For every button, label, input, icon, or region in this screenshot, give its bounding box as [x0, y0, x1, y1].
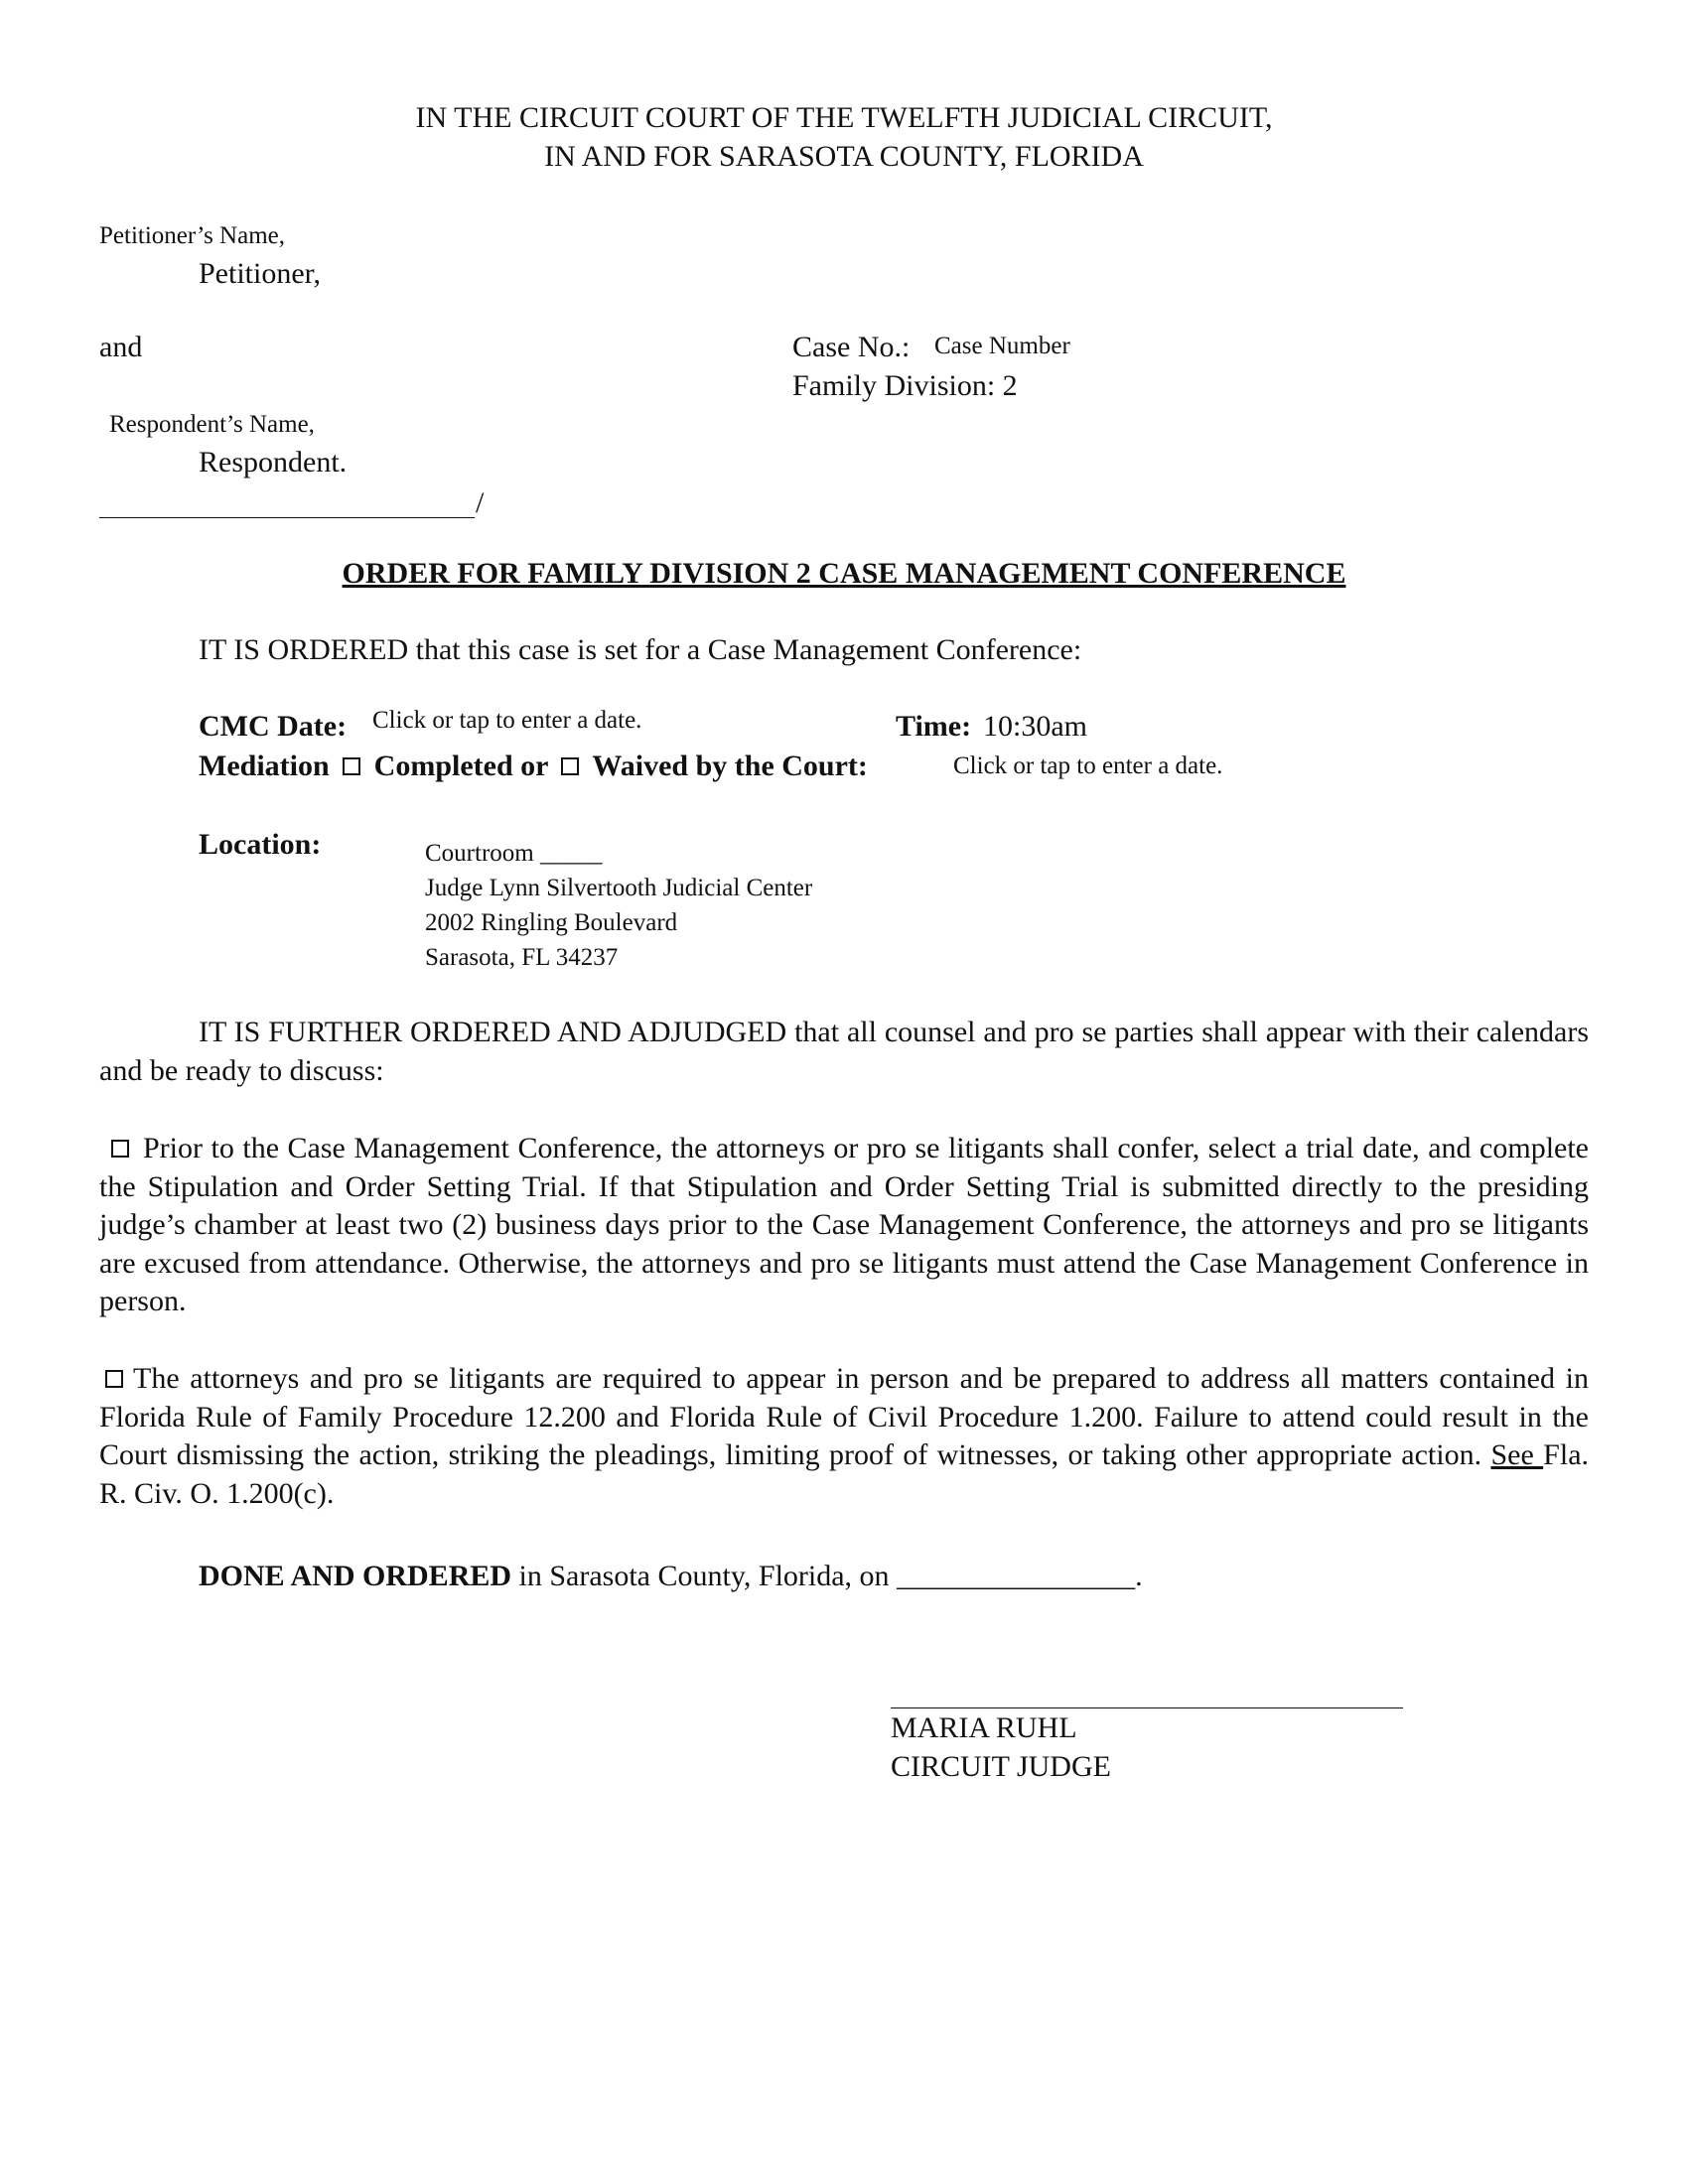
- option-1-paragraph: [99, 1130, 1589, 1321]
- cmc-date-field[interactable]: Click or tap to enter a date.: [372, 707, 642, 734]
- mediation-completed-checkbox[interactable]: [343, 757, 360, 775]
- completed-label: Completed or: [373, 750, 548, 782]
- location-courtroom: Courtroom _____: [425, 840, 603, 867]
- mediation-label: Mediation: [199, 750, 330, 782]
- see-signal: See: [1490, 1438, 1544, 1471]
- court-header-line-2: IN AND FOR SARASOTA COUNTY, FLORIDA: [544, 140, 1144, 173]
- family-division: Family Division: 2: [792, 369, 1018, 402]
- citation: Fla. R. Civ. O. 1.200(c).: [99, 1438, 1590, 1510]
- option-1-text: Prior to the Case Management Conference, the attorneys or pro se litigants shall confer, select a trial date, and complete the Stipulation and Order Setting Trial. If that Stipulation and Order Setting Trial is submitted directly to the presiding judge’s chamber at least two (2) business days prior to the Case Management Conference, the attorneys and pro se litigants are excused from attendance. Otherwise, the attorneys and pro se litigants must attend the Case Management Conference in person.: [99, 1132, 1589, 1317]
- mediation-date-field[interactable]: Click or tap to enter a date.: [953, 752, 1223, 779]
- location-city: Sarasota, FL 34237: [425, 944, 619, 971]
- option-2-paragraph: [99, 1360, 1589, 1513]
- caption-underline: [99, 517, 475, 518]
- time-value: 10:30am: [983, 710, 1087, 743]
- court-header-line-1: IN THE CIRCUIT COURT OF THE TWELFTH JUDICIAL CIRCUIT,: [415, 101, 1273, 134]
- waived-label: Waived by the Court:: [592, 750, 868, 782]
- and-label: and: [99, 331, 143, 363]
- case-number-label: Case No.:: [792, 331, 911, 363]
- petitioner-label: Petitioner,: [199, 257, 321, 290]
- done-and-ordered-line: [199, 1559, 1143, 1594]
- done-and-ordered-text: in Sarasota County, Florida, on: [518, 1560, 890, 1592]
- further-ordered-paragraph: IT IS FURTHER ORDERED AND ADJUDGED that all counsel and pro se parties shall appear with their calendars and be ready to discuss:: [99, 1016, 1589, 1087]
- done-and-ordered-label: DONE AND ORDERED: [199, 1560, 512, 1592]
- intro-paragraph: IT IS ORDERED that this case is set for a Case Management Conference:: [199, 633, 1082, 666]
- option-2-text: The attorneys and pro se litigants are required to appear in person and be prepared to address all matters contained in Florida Rule of Family Procedure 12.200 and Florida Rule of Civil Procedure 1.200. Failure to attend could result in the Court dismissing the action, striking the pleadings, limiting proof of witnesses, or taking other appropriate action.: [99, 1362, 1589, 1471]
- mediation-line: [199, 749, 868, 784]
- caption-slash: /: [476, 486, 485, 519]
- petitioner-name-field[interactable]: Petitioner’s Name,: [99, 222, 285, 249]
- signature-line: [891, 1707, 1403, 1708]
- respondent-label: Respondent.: [199, 446, 348, 478]
- cmc-date-label: CMC Date:: [199, 710, 348, 743]
- judge-name: MARIA RUHL: [891, 1711, 1077, 1744]
- respondent-name-field[interactable]: Respondent’s Name,: [109, 411, 315, 438]
- mediation-waived-checkbox[interactable]: [561, 757, 579, 775]
- done-date-blank[interactable]: ________________.: [897, 1560, 1143, 1592]
- time-label: Time:: [896, 710, 972, 743]
- option-1-checkbox[interactable]: [111, 1140, 129, 1158]
- location-label: Location:: [199, 828, 322, 861]
- location-building: Judge Lynn Silvertooth Judicial Center: [425, 875, 813, 901]
- judge-title: CIRCUIT JUDGE: [891, 1750, 1111, 1783]
- option-2-checkbox[interactable]: [105, 1370, 123, 1388]
- location-street: 2002 Ringling Boulevard: [425, 909, 678, 936]
- order-title: ORDER FOR FAMILY DIVISION 2 CASE MANAGEMENT CONFERENCE: [342, 557, 1346, 590]
- case-number-field[interactable]: Case Number: [934, 333, 1070, 359]
